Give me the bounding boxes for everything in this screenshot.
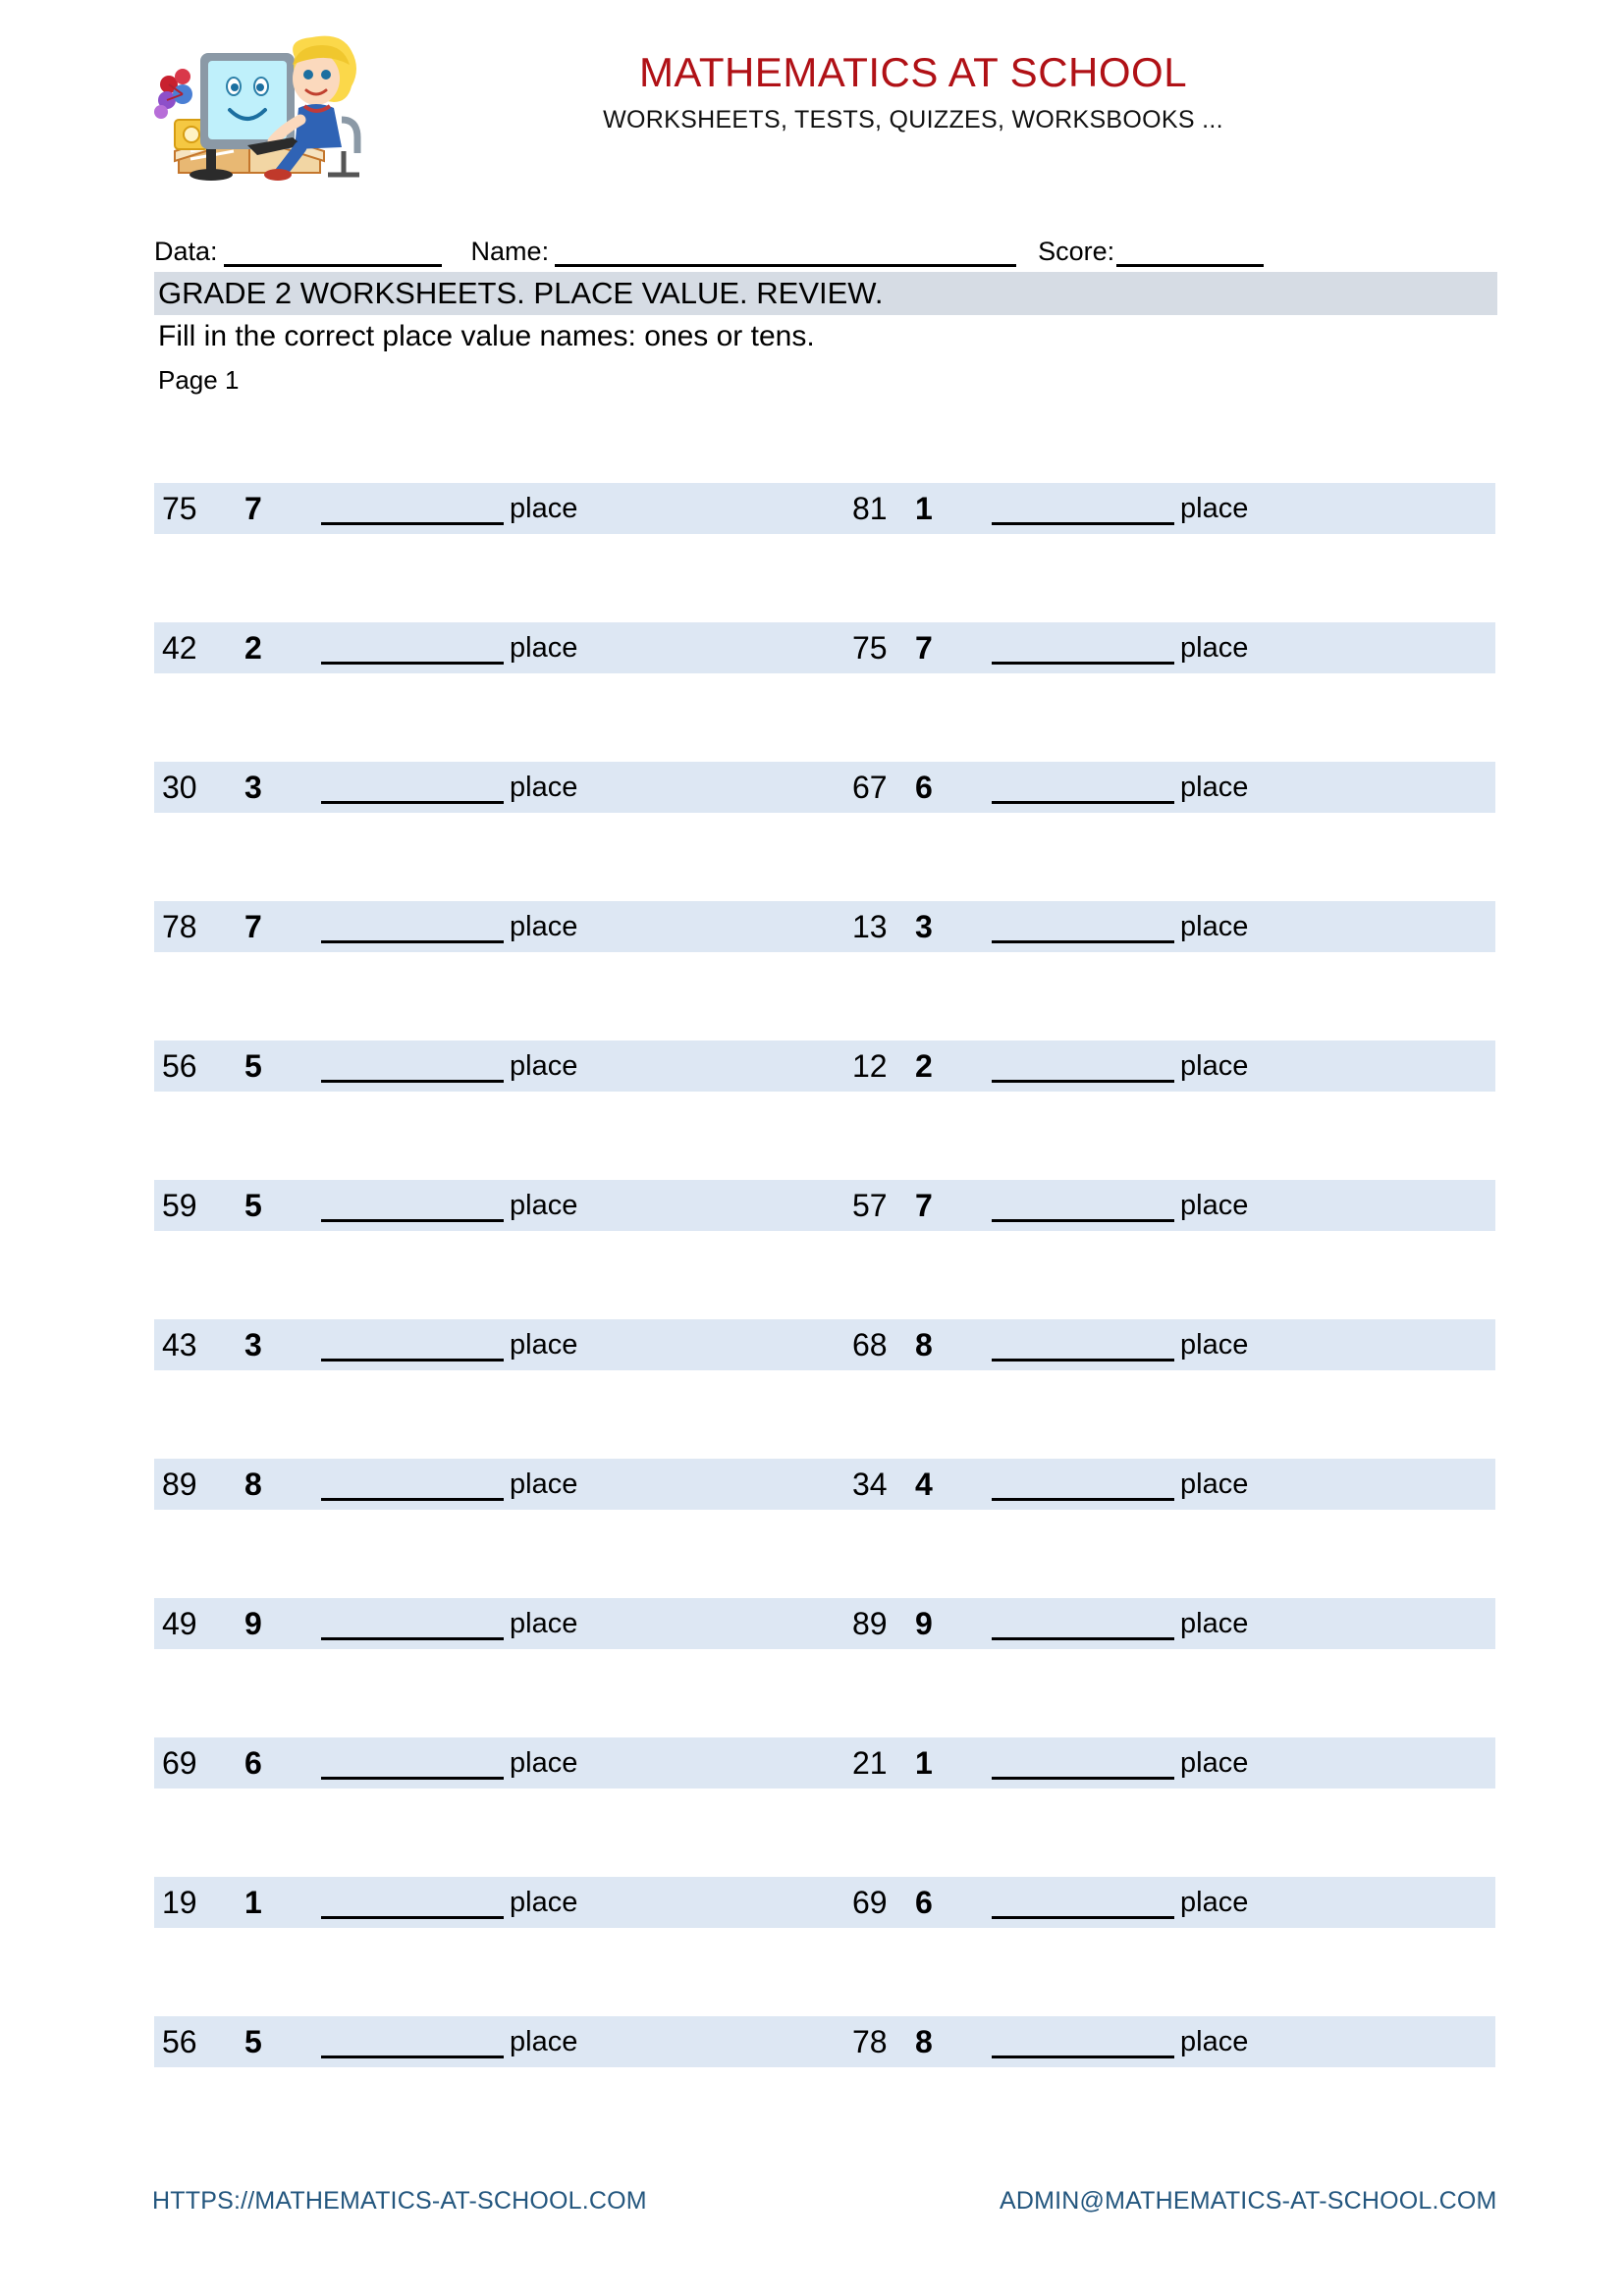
worksheet-title: GRADE 2 WORKSHEETS. PLACE VALUE. REVIEW. (158, 276, 884, 310)
name-label: Name: (470, 237, 550, 266)
place-word: place (1180, 2025, 1249, 2057)
problem-rows (154, 483, 1495, 2067)
answer-blank[interactable] (321, 493, 504, 525)
place-word: place (510, 492, 578, 524)
problem-number: 12 (852, 1047, 888, 1084)
problem-number: 89 (852, 1605, 888, 1641)
problem-left (154, 901, 825, 952)
problem-right (825, 1877, 1495, 1928)
problem-right (825, 901, 1495, 952)
page-footer (0, 2187, 1624, 2246)
problem-number: 13 (852, 908, 888, 944)
highlighted-digit: 7 (915, 629, 933, 666)
highlighted-digit: 7 (915, 1187, 933, 1223)
problem-number: 68 (852, 1326, 888, 1362)
problem-number: 56 (162, 1047, 197, 1084)
highlighted-digit: 1 (915, 490, 933, 526)
problem-number: 43 (162, 1326, 197, 1362)
problem-right (825, 1459, 1495, 1510)
problem-number: 21 (852, 1744, 888, 1781)
highlighted-digit: 9 (244, 1605, 262, 1641)
answer-blank[interactable] (992, 1608, 1174, 1640)
place-word: place (510, 631, 578, 664)
highlighted-digit: 5 (244, 1187, 262, 1223)
highlighted-digit: 7 (244, 908, 262, 944)
worksheet-title-bar (154, 272, 1497, 315)
answer-blank[interactable] (992, 1747, 1174, 1780)
place-word: place (1180, 631, 1249, 664)
answer-blank[interactable] (321, 1190, 504, 1222)
problem-left (154, 2016, 825, 2067)
problem-right (825, 622, 1495, 673)
highlighted-digit: 3 (244, 1326, 262, 1362)
place-word: place (1180, 492, 1249, 524)
website-link[interactable]: HTTPS://MATHEMATICS-AT-SCHOOL.COM (152, 2187, 647, 2215)
problem-right (825, 1041, 1495, 1092)
answer-blank[interactable] (321, 1329, 504, 1362)
problem-number: 19 (162, 1884, 197, 1920)
problem-row (154, 1319, 1495, 1370)
highlighted-digit: 8 (244, 1466, 262, 1502)
place-word: place (510, 1328, 578, 1361)
answer-blank[interactable] (321, 1050, 504, 1083)
brand-title: MATHEMATICS AT SCHOOL (638, 49, 1188, 95)
problem-right (825, 1180, 1495, 1231)
highlighted-digit: 3 (244, 769, 262, 805)
place-word: place (1180, 1886, 1249, 1918)
place-word: place (510, 1468, 578, 1500)
problem-row (154, 622, 1495, 673)
answer-blank[interactable] (321, 1747, 504, 1780)
place-word: place (510, 1886, 578, 1918)
problem-right (825, 1319, 1495, 1370)
problem-row (154, 901, 1495, 952)
answer-blank[interactable] (321, 632, 504, 665)
place-word: place (510, 771, 578, 803)
problem-left (154, 1737, 825, 1789)
answer-blank[interactable] (321, 1887, 504, 1919)
problem-right (825, 762, 1495, 813)
problem-number: 57 (852, 1187, 888, 1223)
place-word: place (1180, 1468, 1249, 1500)
place-word: place (510, 1189, 578, 1221)
answer-blank[interactable] (992, 911, 1174, 943)
answer-blank[interactable] (321, 1468, 504, 1501)
answer-blank[interactable] (321, 911, 504, 943)
answer-blank[interactable] (321, 2026, 504, 2058)
problem-right (825, 1737, 1495, 1789)
highlighted-digit: 5 (244, 1047, 262, 1084)
place-word: place (510, 1607, 578, 1639)
place-word: place (1180, 1607, 1249, 1639)
data-input-rule[interactable] (224, 240, 442, 267)
highlighted-digit: 4 (915, 1466, 933, 1502)
highlighted-digit: 2 (244, 629, 262, 666)
problem-row (154, 1877, 1495, 1928)
problem-left (154, 1877, 825, 1928)
child-at-computer-logo-icon (139, 26, 375, 181)
score-label: Score: (1038, 237, 1115, 266)
problem-left (154, 1319, 825, 1370)
problem-number: 67 (852, 769, 888, 805)
place-word: place (1180, 1049, 1249, 1082)
brand-subtitle: WORKSHEETS, TESTS, QUIZZES, WORKSBOOKS ... (603, 106, 1223, 134)
place-word: place (510, 1746, 578, 1779)
problem-left (154, 1041, 825, 1092)
email-link[interactable]: ADMIN@MATHEMATICS-AT-SCHOOL.COM (1000, 2187, 1497, 2215)
highlighted-digit: 6 (915, 1884, 933, 1920)
problem-number: 34 (852, 1466, 888, 1502)
problem-number: 59 (162, 1187, 197, 1223)
problem-row (154, 762, 1495, 813)
highlighted-digit: 7 (244, 490, 262, 526)
answer-blank[interactable] (992, 1887, 1174, 1919)
problem-left (154, 1598, 825, 1649)
problem-number: 42 (162, 629, 197, 666)
highlighted-digit: 2 (915, 1047, 933, 1084)
problem-number: 78 (162, 908, 197, 944)
answer-blank[interactable] (992, 1190, 1174, 1222)
highlighted-digit: 1 (915, 1744, 933, 1781)
student-info-line (154, 224, 1499, 267)
answer-blank[interactable] (321, 1608, 504, 1640)
problem-right (825, 2016, 1495, 2067)
name-input-rule[interactable] (555, 240, 1016, 267)
problem-row (154, 1737, 1495, 1789)
problem-left (154, 762, 825, 813)
problem-right (825, 1598, 1495, 1649)
highlighted-digit: 6 (244, 1744, 262, 1781)
problem-number: 89 (162, 1466, 197, 1502)
answer-blank[interactable] (992, 632, 1174, 665)
place-word: place (1180, 1189, 1249, 1221)
place-word: place (510, 1049, 578, 1082)
problem-left (154, 1459, 825, 1510)
problem-number: 56 (162, 2023, 197, 2059)
highlighted-digit: 1 (244, 1884, 262, 1920)
problem-number: 78 (852, 2023, 888, 2059)
problem-number: 75 (852, 629, 888, 666)
place-word: place (1180, 1328, 1249, 1361)
problem-row (154, 1180, 1495, 1231)
highlighted-digit: 8 (915, 2023, 933, 2059)
problem-number: 81 (852, 490, 888, 526)
data-label: Data: (154, 237, 218, 266)
answer-blank[interactable] (992, 493, 1174, 525)
problem-number: 69 (852, 1884, 888, 1920)
problem-row (154, 483, 1495, 534)
answer-blank[interactable] (992, 772, 1174, 804)
answer-blank[interactable] (992, 1468, 1174, 1501)
problem-row (154, 1459, 1495, 1510)
place-word: place (510, 910, 578, 942)
problem-left (154, 622, 825, 673)
highlighted-digit: 8 (915, 1326, 933, 1362)
highlighted-digit: 6 (915, 769, 933, 805)
problem-row (154, 1598, 1495, 1649)
highlighted-digit: 9 (915, 1605, 933, 1641)
brand-block (422, 51, 1404, 134)
highlighted-digit: 5 (244, 2023, 262, 2059)
answer-blank[interactable] (992, 1329, 1174, 1362)
page-header (0, 0, 1624, 187)
place-word: place (1180, 910, 1249, 942)
worksheet-instruction: Fill in the correct place value names: ones or tens. (158, 320, 815, 352)
problem-row (154, 1041, 1495, 1092)
highlighted-digit: 3 (915, 908, 933, 944)
problem-number: 49 (162, 1605, 197, 1641)
place-word: place (1180, 1746, 1249, 1779)
problem-number: 69 (162, 1744, 197, 1781)
problem-left (154, 483, 825, 534)
problem-left (154, 1180, 825, 1231)
answer-blank[interactable] (321, 772, 504, 804)
problem-number: 30 (162, 769, 197, 805)
place-word: place (510, 2025, 578, 2057)
place-word: place (1180, 771, 1249, 803)
problem-row (154, 2016, 1495, 2067)
answer-blank[interactable] (992, 2026, 1174, 2058)
page-number-label: Page 1 (158, 365, 240, 395)
problem-right (825, 483, 1495, 534)
problem-number: 75 (162, 490, 197, 526)
score-input-rule[interactable] (1116, 240, 1264, 267)
answer-blank[interactable] (992, 1050, 1174, 1083)
